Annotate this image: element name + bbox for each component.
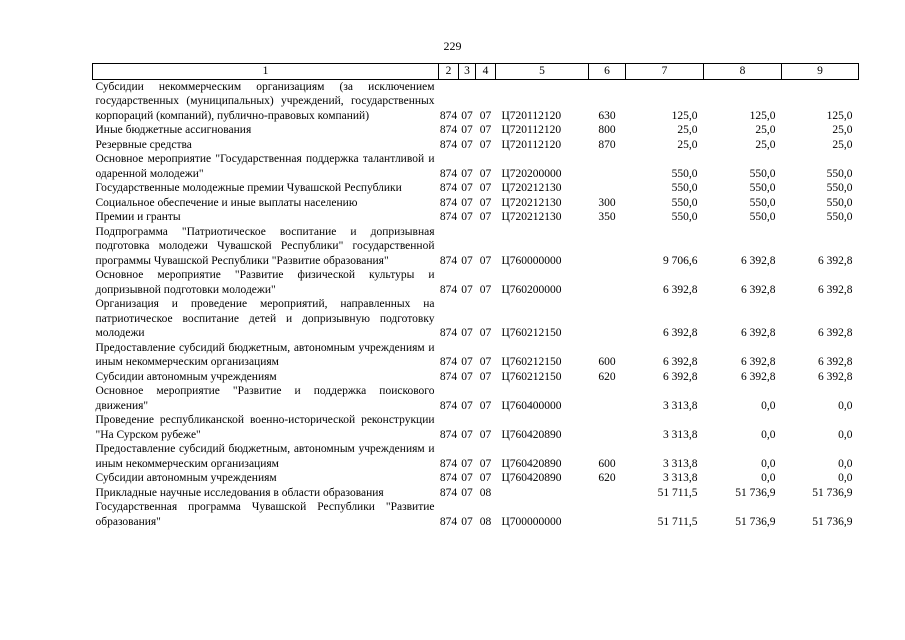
amount-year3-cell: 6 392,8: [818, 254, 853, 267]
table-row: [93, 225, 859, 269]
column-header: 8: [704, 64, 782, 80]
ministry-code-cell: 874: [439, 182, 458, 194]
subsection-code-cell: 07: [479, 457, 492, 470]
ministry-code-cell: 874: [439, 254, 458, 267]
subsection-code-cell: 08: [479, 515, 492, 528]
amount-year1-cell: 51 711,5: [657, 486, 698, 499]
row-name-cell: Резервные средства: [95, 138, 192, 151]
amount-year1-cell: 6 392,8: [663, 327, 698, 339]
column-header: 3: [459, 64, 476, 80]
row-name-cell: Государственные молодежные премии Чувашской Республики: [95, 182, 402, 194]
row-name-cell: Иные бюджетные ассигнования: [95, 124, 252, 136]
amount-year2-cell: 0,0: [761, 428, 776, 441]
section-code-cell: 07: [461, 109, 473, 122]
target-article-cell: Ц760200000: [501, 283, 562, 296]
table-row: [93, 500, 859, 529]
table-row: [93, 297, 859, 341]
row-name-cell: Прикладные научные исследования в области образования: [95, 486, 384, 499]
amount-year1-cell: 25,0: [677, 124, 698, 136]
target-article-cell: Ц760400000: [501, 399, 562, 412]
amount-year3-cell: 51 736,9: [812, 515, 853, 528]
amount-year1-cell: 3 313,8: [663, 457, 698, 470]
target-article-cell: Ц700000000: [501, 515, 562, 528]
row-name-cell: Основное мероприятие "Развитие физической культуры и допризывной подготовки молодежи": [95, 269, 435, 296]
table-row: [93, 384, 859, 413]
amount-year3-cell: 550,0: [826, 182, 853, 194]
ministry-code-cell: 874: [439, 327, 458, 339]
table-row: [93, 471, 859, 486]
section-code-cell: 07: [461, 182, 473, 194]
amount-year3-cell: 6 392,8: [818, 283, 853, 296]
table-row: [93, 442, 859, 471]
row-name-cell: Предоставление субсидий бюджетным, автономным учреждениям и иным некоммерческим организациям: [95, 341, 435, 368]
target-article-cell: Ц760420890: [501, 472, 562, 484]
amount-year1-cell: 550,0: [671, 182, 698, 194]
ministry-code-cell: 874: [439, 370, 458, 383]
amount-year2-cell: 0,0: [761, 472, 776, 484]
budget-table: [92, 63, 859, 529]
expense-type-cell: [589, 152, 626, 181]
target-article-cell: Ц760420890: [501, 457, 562, 470]
ministry-code-cell: 874: [439, 138, 458, 151]
table-row: [93, 210, 859, 225]
amount-year1-cell: 550,0: [671, 211, 698, 223]
target-article-cell: Ц760420890: [501, 428, 562, 441]
subsection-code-cell: 07: [479, 283, 492, 296]
amount-year1-cell: 6 392,8: [663, 370, 698, 383]
section-code-cell: 07: [461, 515, 473, 528]
expense-type-cell: [589, 384, 626, 413]
target-article-cell: Ц720112120: [501, 138, 562, 151]
ministry-code-cell: 874: [439, 457, 458, 470]
row-name-cell: Предоставление субсидий бюджетным, автономным учреждениям и иным некоммерческим организациям: [95, 443, 435, 470]
row-name-cell: Государственная программа Чувашской Республики "Развитие образования": [95, 501, 435, 528]
expense-type-cell: [589, 181, 626, 196]
section-code-cell: 07: [461, 457, 473, 470]
amount-year2-cell: 550,0: [749, 182, 776, 194]
target-article-cell: Ц760212150: [501, 356, 562, 368]
amount-year3-cell: 550,0: [826, 196, 853, 209]
column-header: 6: [589, 64, 626, 80]
amount-year2-cell: 0,0: [761, 457, 776, 470]
target-article-cell: Ц720212130: [501, 196, 562, 209]
section-code-cell: 07: [461, 124, 473, 136]
amount-year1-cell: 51 711,5: [657, 515, 698, 528]
subsection-code-cell: 07: [479, 472, 492, 484]
section-code-cell: 07: [461, 254, 473, 267]
target-article-cell: Ц760212150: [501, 370, 562, 383]
section-code-cell: 07: [461, 327, 473, 339]
row-name-cell: Основное мероприятие "Развитие и поддержка поискового движения": [95, 385, 435, 412]
subsection-code-cell: 07: [479, 254, 492, 267]
ministry-code-cell: 874: [439, 472, 458, 484]
ministry-code-cell: 874: [439, 196, 458, 209]
row-name-cell: Организация и проведение мероприятий, направленных на патриотическое воспитание детей и допризывную подготовку молодежи: [95, 298, 435, 339]
row-name-cell: Субсидии некоммерческим организациям (за исключением государственных (муниципальных) учреждений, государственных корпораций (компаний), публично-правовых компаний): [95, 80, 435, 122]
expense-type-cell: 600: [598, 457, 616, 470]
expense-type-cell: 600: [598, 356, 616, 368]
expense-type-cell: [589, 268, 626, 297]
table-row: [93, 268, 859, 297]
expense-type-cell: 300: [598, 196, 616, 209]
subsection-code-cell: 07: [479, 399, 492, 412]
subsection-code-cell: 07: [479, 428, 492, 441]
amount-year3-cell: 25,0: [832, 138, 853, 151]
section-code-cell: 07: [461, 399, 473, 412]
section-code-cell: 07: [461, 486, 473, 499]
expense-type-cell: 870: [598, 138, 616, 151]
amount-year2-cell: 550,0: [749, 167, 776, 180]
target-article-cell: Ц720112120: [501, 124, 562, 136]
expense-type-cell: [589, 413, 626, 442]
subsection-code-cell: 07: [479, 327, 492, 339]
subsection-code-cell: 07: [479, 370, 492, 383]
row-name-cell: Проведение республиканской военно-исторической реконструкции "На Сурском рубеже": [95, 414, 435, 441]
section-code-cell: 07: [461, 370, 473, 383]
amount-year3-cell: 0,0: [838, 428, 853, 441]
table-row: [93, 486, 859, 501]
target-article-cell: Ц760212150: [501, 327, 562, 339]
amount-year2-cell: 6 392,8: [741, 254, 776, 267]
section-code-cell: 07: [461, 428, 473, 441]
subsection-code-cell: 07: [479, 124, 492, 136]
target-article-cell: Ц720200000: [501, 167, 562, 180]
column-header: 7: [626, 64, 704, 80]
row-name-cell: Субсидии автономным учреждениям: [95, 370, 277, 383]
ministry-code-cell: 874: [439, 109, 458, 122]
expense-type-cell: [589, 486, 626, 501]
amount-year2-cell: 51 736,9: [735, 515, 776, 528]
subsection-code-cell: 07: [479, 109, 492, 122]
ministry-code-cell: 874: [439, 515, 458, 528]
amount-year2-cell: 6 392,8: [741, 327, 776, 339]
column-header: 9: [782, 64, 859, 80]
amount-year2-cell: 6 392,8: [741, 283, 776, 296]
expense-type-cell: 620: [598, 472, 616, 484]
subsection-code-cell: 07: [479, 196, 492, 209]
amount-year3-cell: 0,0: [838, 399, 853, 412]
expense-type-cell: [589, 297, 626, 341]
table-row: [93, 413, 859, 442]
ministry-code-cell: 874: [439, 428, 458, 441]
subsection-code-cell: 07: [479, 211, 492, 223]
target-article-cell: Ц720112120: [501, 109, 562, 122]
amount-year3-cell: 125,0: [826, 109, 853, 122]
amount-year1-cell: 125,0: [671, 109, 698, 122]
table-row: [93, 123, 859, 138]
header-row: [93, 64, 859, 80]
ministry-code-cell: 874: [439, 167, 458, 180]
subsection-code-cell: 07: [479, 182, 492, 194]
amount-year2-cell: 6 392,8: [741, 370, 776, 383]
section-code-cell: 07: [461, 196, 473, 209]
target-article-cell: Ц720212130: [501, 182, 562, 194]
section-code-cell: 07: [461, 283, 473, 296]
amount-year1-cell: 3 313,8: [663, 472, 698, 484]
row-name-cell: Подпрограмма "Патриотическое воспитание и допризывная подготовка молодежи Чувашской Республики" государственной программы Чувашской Республики "Развитие образования": [95, 225, 435, 267]
table-row: [93, 196, 859, 211]
ministry-code-cell: 874: [439, 486, 458, 499]
expense-type-cell: 630: [598, 109, 616, 122]
expense-type-cell: 620: [598, 370, 616, 383]
column-header: 1: [93, 64, 439, 80]
amount-year2-cell: 0,0: [761, 399, 776, 412]
row-name-cell: Субсидии автономным учреждениям: [95, 472, 277, 484]
subsection-code-cell: 08: [479, 486, 492, 499]
ministry-code-cell: 874: [439, 124, 458, 136]
amount-year2-cell: 125,0: [749, 109, 776, 122]
amount-year2-cell: 51 736,9: [735, 486, 776, 499]
amount-year2-cell: 6 392,8: [741, 356, 776, 368]
section-code-cell: 07: [461, 356, 473, 368]
amount-year1-cell: 6 392,8: [663, 283, 698, 296]
amount-year3-cell: 51 736,9: [812, 486, 853, 499]
table-row: [93, 138, 859, 153]
page-number: 229: [443, 39, 462, 53]
amount-year1-cell: 9 706,6: [663, 254, 698, 267]
subsection-code-cell: 07: [479, 167, 492, 180]
section-code-cell: 07: [461, 167, 473, 180]
amount-year1-cell: 3 313,8: [663, 428, 698, 441]
amount-year1-cell: 3 313,8: [663, 399, 698, 412]
amount-year2-cell: 550,0: [749, 211, 776, 223]
target-article-cell: [496, 486, 589, 501]
row-name-cell: Премии и гранты: [95, 211, 181, 223]
amount-year1-cell: 550,0: [671, 196, 698, 209]
amount-year3-cell: 0,0: [838, 457, 853, 470]
expense-type-cell: [589, 500, 626, 529]
table-row: [93, 181, 859, 196]
expense-type-cell: [589, 225, 626, 269]
ministry-code-cell: 874: [439, 399, 458, 412]
amount-year3-cell: 6 392,8: [818, 370, 853, 383]
ministry-code-cell: 874: [439, 356, 458, 368]
amount-year1-cell: 550,0: [671, 167, 698, 180]
expense-type-cell: 800: [598, 124, 616, 136]
target-article-cell: Ц760000000: [501, 254, 562, 267]
amount-year3-cell: 0,0: [838, 472, 853, 484]
section-code-cell: 07: [461, 211, 473, 223]
expense-type-cell: 350: [598, 211, 616, 223]
table-row: [93, 152, 859, 181]
amount-year2-cell: 25,0: [755, 124, 776, 136]
ministry-code-cell: 874: [439, 211, 458, 223]
subsection-code-cell: 07: [479, 138, 492, 151]
row-name-cell: Основное мероприятие "Государственная поддержка талантливой и одаренной молодежи": [95, 153, 435, 180]
section-code-cell: 07: [461, 138, 473, 151]
amount-year2-cell: 25,0: [755, 138, 776, 151]
column-header: 2: [439, 64, 459, 80]
amount-year3-cell: 550,0: [826, 211, 853, 223]
section-code-cell: 07: [461, 472, 473, 484]
amount-year3-cell: 550,0: [826, 167, 853, 180]
amount-year3-cell: 6 392,8: [818, 327, 853, 339]
amount-year1-cell: 6 392,8: [663, 356, 698, 368]
target-article-cell: Ц720212130: [501, 211, 562, 223]
row-name-cell: Социальное обеспечение и иные выплаты населению: [95, 196, 358, 209]
amount-year3-cell: 6 392,8: [818, 356, 853, 368]
ministry-code-cell: 874: [439, 283, 458, 296]
amount-year3-cell: 25,0: [832, 124, 853, 136]
column-header: 5: [496, 64, 589, 80]
amount-year2-cell: 550,0: [749, 196, 776, 209]
subsection-code-cell: 07: [479, 356, 492, 368]
column-header: 4: [476, 64, 496, 80]
table-row: [93, 79, 859, 123]
table-row: [93, 370, 859, 385]
table-row: [93, 341, 859, 370]
amount-year1-cell: 25,0: [677, 138, 698, 151]
